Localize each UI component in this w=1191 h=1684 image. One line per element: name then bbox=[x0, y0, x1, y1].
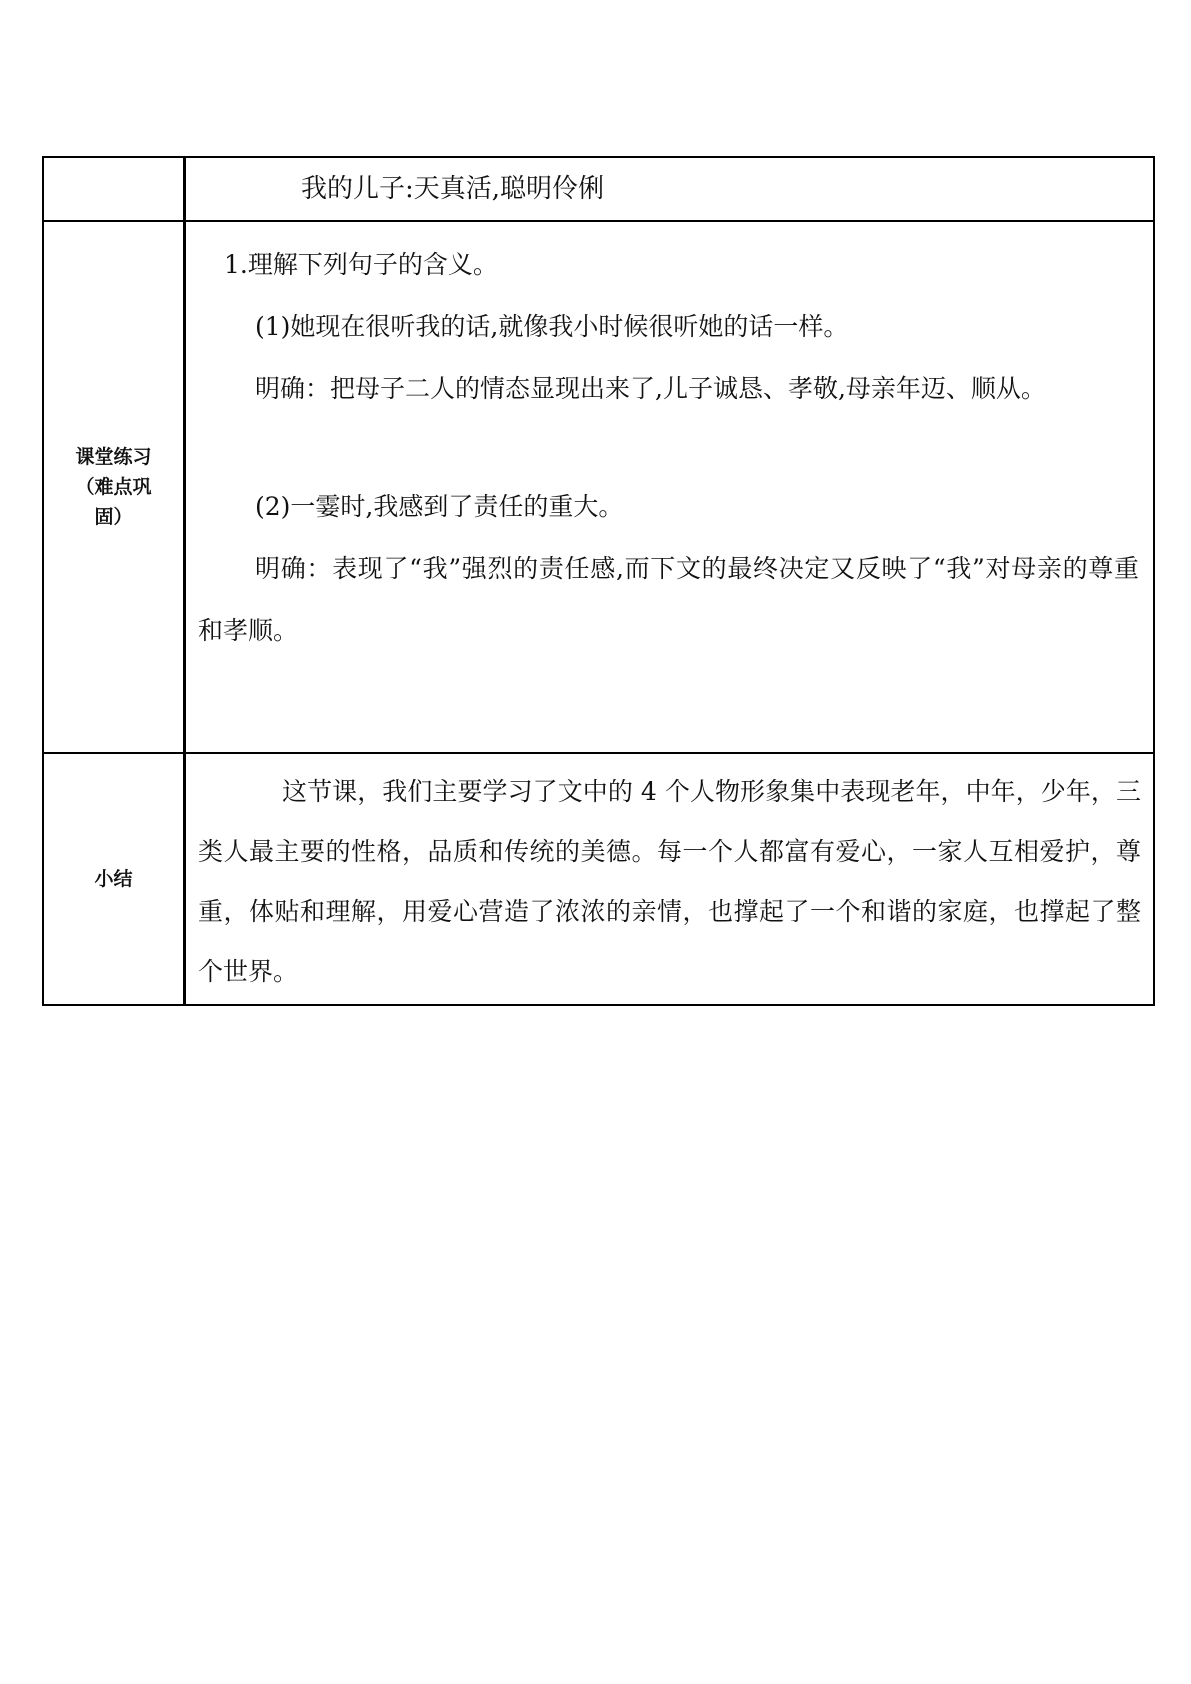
practice-label: 课堂练习（难点巩固） bbox=[75, 446, 152, 528]
summary-label: 小结 bbox=[94, 868, 133, 890]
top-row-text: 我的儿子:天真活,聪明伶俐 bbox=[301, 174, 605, 204]
practice-content bbox=[186, 222, 1153, 662]
practice-answer-2: 明确：表现了“我”强烈的责任感,而下文的最终决定又反映了“我”对母亲的尊重和孝顺。 bbox=[198, 554, 1139, 645]
summary-label-cell bbox=[43, 753, 185, 1005]
table-row-summary bbox=[43, 753, 1154, 1005]
practice-label-cell bbox=[43, 221, 185, 753]
practice-content-cell bbox=[185, 221, 1155, 753]
table-row-top bbox=[43, 157, 1154, 221]
top-row-content-cell bbox=[185, 157, 1155, 221]
summary-content bbox=[186, 754, 1153, 1002]
practice-item-1: (1)她现在很听我的话,就像我小时候很听她的话一样。 bbox=[255, 312, 849, 341]
practice-answer-1: 明确：把母子二人的情态显现出来了,儿子诚恳、孝敬,母亲年迈、顺从。 bbox=[255, 374, 1046, 403]
practice-item-2: (2)一霎时,我感到了责任的重大。 bbox=[255, 492, 624, 521]
practice-question: 1.理解下列句子的含义。 bbox=[224, 250, 498, 279]
lesson-plan-table bbox=[42, 156, 1155, 1006]
summary-text: 这节课，我们主要学习了文中的 4 个人物形象集中表现老年，中年，少年，三类人最主要的性格，品质和传统的美德。每一个人都富有爱心，一家人互相爱护，尊重，体贴和理解，用爱心营造了浓浓的亲情，也撑起了一个和谐的家庭，也撑起了整个世界。 bbox=[198, 777, 1141, 986]
table-row-practice bbox=[43, 221, 1154, 753]
top-row-label-cell bbox=[43, 157, 185, 221]
summary-content-cell bbox=[185, 753, 1155, 1005]
